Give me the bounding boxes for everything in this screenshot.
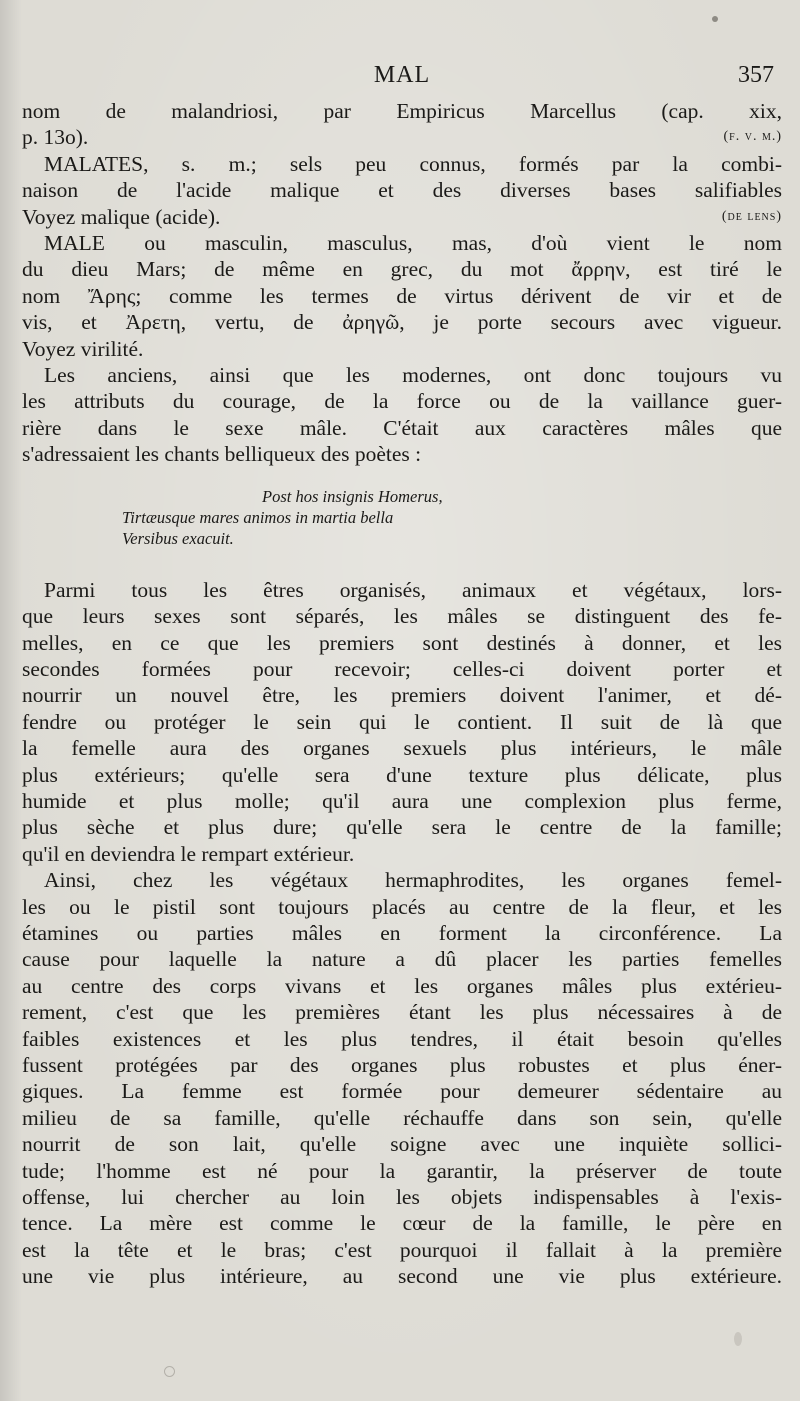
quote-line: Post hos insignis Homerus, xyxy=(262,486,443,506)
text-line: milieu de sa famille, qu'elle réchauffe dans son sein, qu'elle xyxy=(22,1105,782,1130)
text-line: les ou le pistil sont toujours placés au centre de la fleur, et les xyxy=(22,894,782,919)
text-line: plus sèche et plus dure; qu'elle sera le centre de la famille; xyxy=(22,815,782,840)
paragraph-anciens xyxy=(22,362,782,468)
entry-male xyxy=(22,230,782,362)
text-line: Parmi tous les êtres organisés, animaux et végétaux, lors- xyxy=(44,577,782,602)
running-title: MAL xyxy=(373,62,431,88)
text-line: MALATES, s. m.; sels peu connus, formés par la combi- xyxy=(44,151,782,176)
text-line: melles, en ce que les premiers sont destinés à donner, et les xyxy=(22,630,782,655)
text-line: les attributs du courage, de la force ou de la vaillance guer- xyxy=(22,389,782,414)
page-number: 357 xyxy=(738,62,774,88)
text-line: que leurs sexes sont séparés, les mâles se distinguent des fe- xyxy=(22,604,782,629)
text-line: qu'il en deviendra le rempart extérieur. xyxy=(22,841,355,866)
entry-malandriosi xyxy=(22,98,782,151)
text-line: tude; l'homme est né pour la garantir, la préserver de toute xyxy=(22,1158,782,1183)
text-line: plus extérieurs; qu'elle sera d'une texture plus délicate, plus xyxy=(22,762,782,787)
paper-speck xyxy=(164,1366,175,1377)
text-line: naison de l'acide malique et des diverses bases salifiables xyxy=(22,178,782,203)
page-content xyxy=(22,58,782,1290)
text-line: s'adressaient les chants belliqueux des poètes : xyxy=(22,442,422,467)
text-line: rière dans le sexe mâle. C'était aux caractères mâles que xyxy=(22,415,782,440)
author-signature: (de lens) xyxy=(721,208,782,224)
running-header xyxy=(22,58,782,98)
text-line: une vie plus intérieure, au second une vie plus extérieure. xyxy=(22,1264,782,1289)
text-line: giques. La femme est formée pour demeurer sédentaire au xyxy=(22,1079,782,1104)
paper-speck xyxy=(712,16,718,22)
text-line: Ainsi, chez les végétaux hermaphrodites, les organes femel- xyxy=(44,868,782,893)
entry-malates xyxy=(22,151,782,230)
text-line: secondes formées pour recevoir; celles-ci doivent porter et xyxy=(22,656,782,681)
text-line: au centre des corps vivans et les organes mâles plus extérieu- xyxy=(22,973,782,998)
text-line: rement, c'est que les premières étant les plus nécessaires à de xyxy=(22,1000,782,1025)
text-line: tence. La mère est comme le cœur de la famille, le père en xyxy=(22,1211,782,1236)
text-line: fussent protégées par des organes plus robustes et plus éner- xyxy=(22,1053,782,1077)
text-line: nourrit de son lait, qu'elle soigne avec une inquiète sollici- xyxy=(22,1132,782,1157)
text-line: MALE ou masculin, masculus, mas, d'où vient le nom xyxy=(44,231,782,256)
text-line: étamines ou parties mâles en forment la circonférence. La xyxy=(22,920,782,945)
text-line: humide et plus molle; qu'il aura une complexion plus ferme, xyxy=(22,788,782,813)
text-line: faibles existences et les plus tendres, il était besoin qu'elles xyxy=(22,1026,782,1051)
author-signature: (f. v. m.) xyxy=(723,129,782,145)
text-line: Voyez virilité. xyxy=(22,336,144,361)
quote-line: Tirtæusque mares animos in martia bella xyxy=(122,507,394,527)
latin-quotation xyxy=(122,486,782,549)
text-line: nourrir un nouvel être, les premiers doivent l'animer, et dé- xyxy=(22,683,782,708)
paragraph-parmi xyxy=(22,577,782,867)
text-line: est la tête et le bras; c'est pourquoi il fallait à la première xyxy=(22,1237,782,1262)
text-line: fendre ou protéger le sein qui le contient. Il suit de là que xyxy=(22,709,782,734)
text-line: la femelle aura des organes sexuels plus intérieurs, le mâle xyxy=(22,736,782,761)
text-line: cause pour laquelle la nature a dû placer les parties femelles xyxy=(22,947,782,972)
paper-speck xyxy=(734,1332,742,1346)
text-line: Voyez malique (acide). (de lens) xyxy=(22,204,782,229)
paragraph-ainsi xyxy=(22,867,782,1290)
quote-line: Versibus exacuit. xyxy=(122,528,234,548)
text-line: du dieu Mars; de même en grec, du mot ἄρρην, est tiré le xyxy=(22,257,782,282)
text-line: nom de malandriosi, par Empiricus Marcellus (cap. xix, xyxy=(22,99,782,123)
text-line: offense, lui chercher au loin les objets indispensables à l'exis- xyxy=(22,1185,782,1210)
text-line: p. 13o). (f. v. m.) xyxy=(22,125,782,150)
text-line: vis, et Ἀρετη, vertu, de ἀρηγῶ, je porte secours avec vigueur. xyxy=(22,310,782,335)
text-line: Les anciens, ainsi que les modernes, ont donc toujours vu xyxy=(44,363,782,388)
text-line: nom Ἄρης; comme les termes de virtus dérivent de vir et de xyxy=(22,283,782,308)
